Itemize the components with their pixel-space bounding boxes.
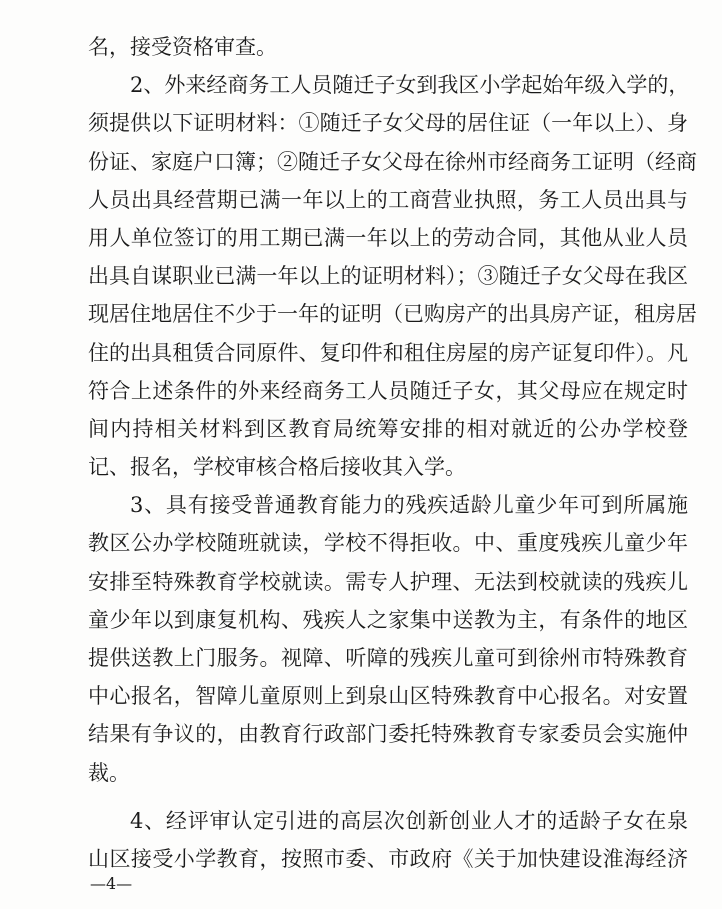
text-line: 裁。 [88,760,130,785]
text-line: 出具自谋职业已满一年以上的证明材料）；③随迁子女父母在我区 [88,264,688,289]
text-line: 须提供以下证明材料：①随迁子女父母的居住证（一年以上）、身 [88,111,688,136]
text-line: 提供送教上门服务。视障、听障的残疾儿童可到徐州市特殊教育 [88,646,688,670]
paragraph-1-tail [88,28,688,66]
text-line: 间内持相关材料到区教育局统筹安排的相对就近的公办学校登 [88,416,688,441]
page-number: —4— [90,874,133,893]
text-line: 符合上述条件的外来经商务工人员随迁子女，其父母应在规定时 [88,378,688,403]
paragraph-gap [88,792,688,802]
document-body [88,28,697,878]
text-line: 3、具有接受普通教育能力的残疾适龄儿童少年可到所属施 [130,493,688,518]
text-line: 份证、家庭户口簿；②随迁子女父母在徐州市经商务工证明（经商 [88,149,697,174]
paragraph-item-4 [88,802,688,878]
text-line: 结果有争议的，由教育行政部门委托特殊教育专家委员会实施仲 [88,722,688,747]
text-line: 山区接受小学教育，按照市委、市政府《关于加快建设淮海经济 [88,846,688,871]
text-line: 教区公办学校随班就读，学校不得拒收。中、重度残疾儿童少年 [88,531,688,556]
text-line: 安排至特殊教育学校就读。需专人护理、无法到校就读的残疾儿 [88,569,688,594]
text-line: 名，接受资格审查。 [88,35,277,59]
text-line: 住的出具租赁合同原件、复印件和租住房屋的房产证复印件）。凡 [88,340,688,365]
text-line: 记、报名，学校审核合格后接收其入学。 [88,455,466,480]
text-line: 用人单位签订的用工期已满一年以上的劳动合同，其他从业人员 [88,225,688,250]
text-line: 4、经评审认定引进的高层次创新创业人才的适龄子女在泉 [130,808,688,833]
text-line: 2、外来经商务工人员随迁子女到我区小学起始年级入学的， [130,73,690,98]
paragraph-item-2 [88,66,697,486]
text-line: 童少年以到康复机构、残疾人之家集中送教为主，有条件的地区 [88,607,688,632]
paragraph-item-3 [88,486,688,792]
text-line: 现居住地居住不少于一年的证明（已购房产的出具房产证，租房居 [88,302,697,327]
text-line: 中心报名，智障儿童原则上到泉山区特殊教育中心报名。对安置 [88,684,688,709]
text-line: 人员出具经营期已满一年以上的工商营业执照，务工人员出具与 [88,187,688,212]
